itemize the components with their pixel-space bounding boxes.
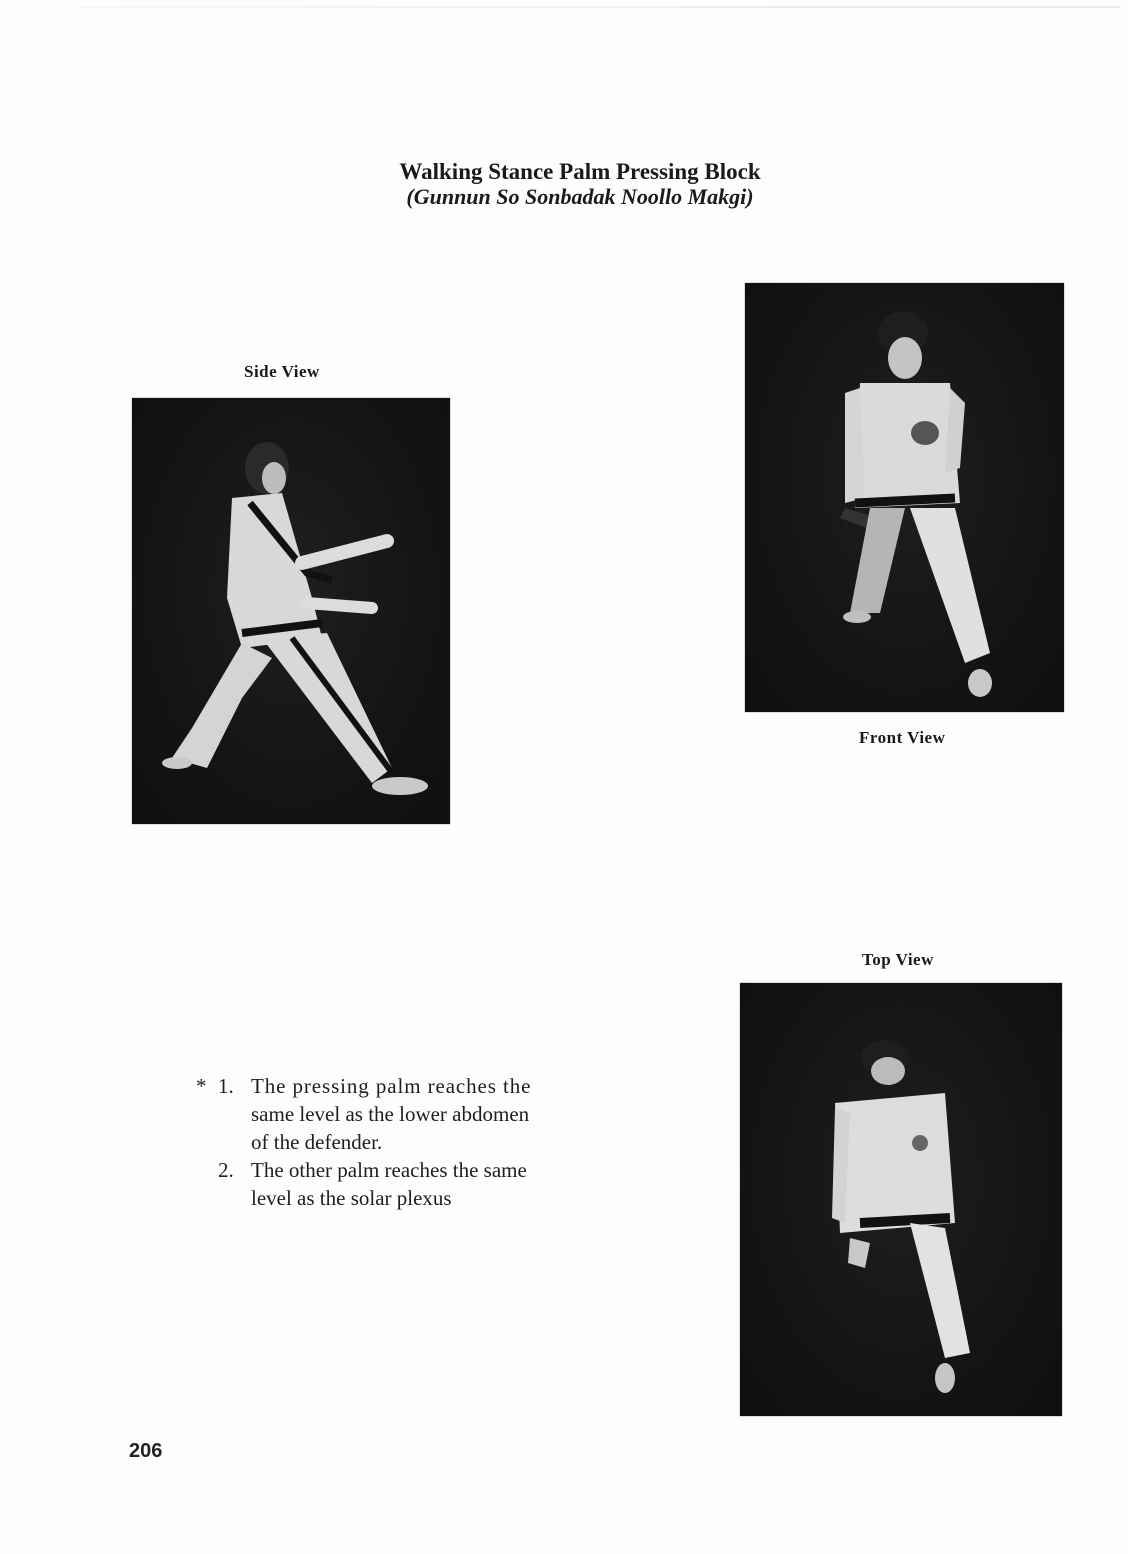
side-view-figure-illustration <box>132 398 450 824</box>
note-item-1 <box>196 1072 626 1156</box>
note-line: The pressing palm reaches the <box>251 1074 532 1098</box>
note-number: 1. <box>218 1074 234 1098</box>
scan-artifact-line <box>80 6 1120 8</box>
note-line: of the defender. <box>251 1130 383 1154</box>
note-item-2 <box>196 1156 626 1212</box>
title-block <box>0 158 1128 209</box>
note-number: 2. <box>218 1158 234 1182</box>
page-title: Walking Stance Palm Pressing Block <box>399 159 761 184</box>
top-view-figure-illustration <box>740 983 1062 1416</box>
page-number: 206 <box>129 1440 163 1462</box>
front-view-figure-illustration <box>745 283 1064 712</box>
front-view-photo <box>745 283 1064 712</box>
note-text <box>251 1072 626 1156</box>
side-view-caption: Side View <box>244 362 320 381</box>
technique-notes <box>196 1072 626 1212</box>
note-text <box>251 1156 626 1212</box>
note-line: same level as the lower abdomen <box>251 1102 530 1126</box>
page-subtitle: (Gunnun So Sonbadak Noollo Makgi) <box>406 184 754 209</box>
front-view-caption: Front View <box>859 728 946 747</box>
note-line: level as the solar plexus <box>251 1186 452 1210</box>
top-view-caption: Top View <box>862 950 934 969</box>
top-view-photo <box>740 983 1062 1416</box>
note-line: The other palm reaches the same <box>251 1158 527 1182</box>
asterisk-marker: * <box>196 1074 207 1098</box>
side-view-photo <box>132 398 450 824</box>
